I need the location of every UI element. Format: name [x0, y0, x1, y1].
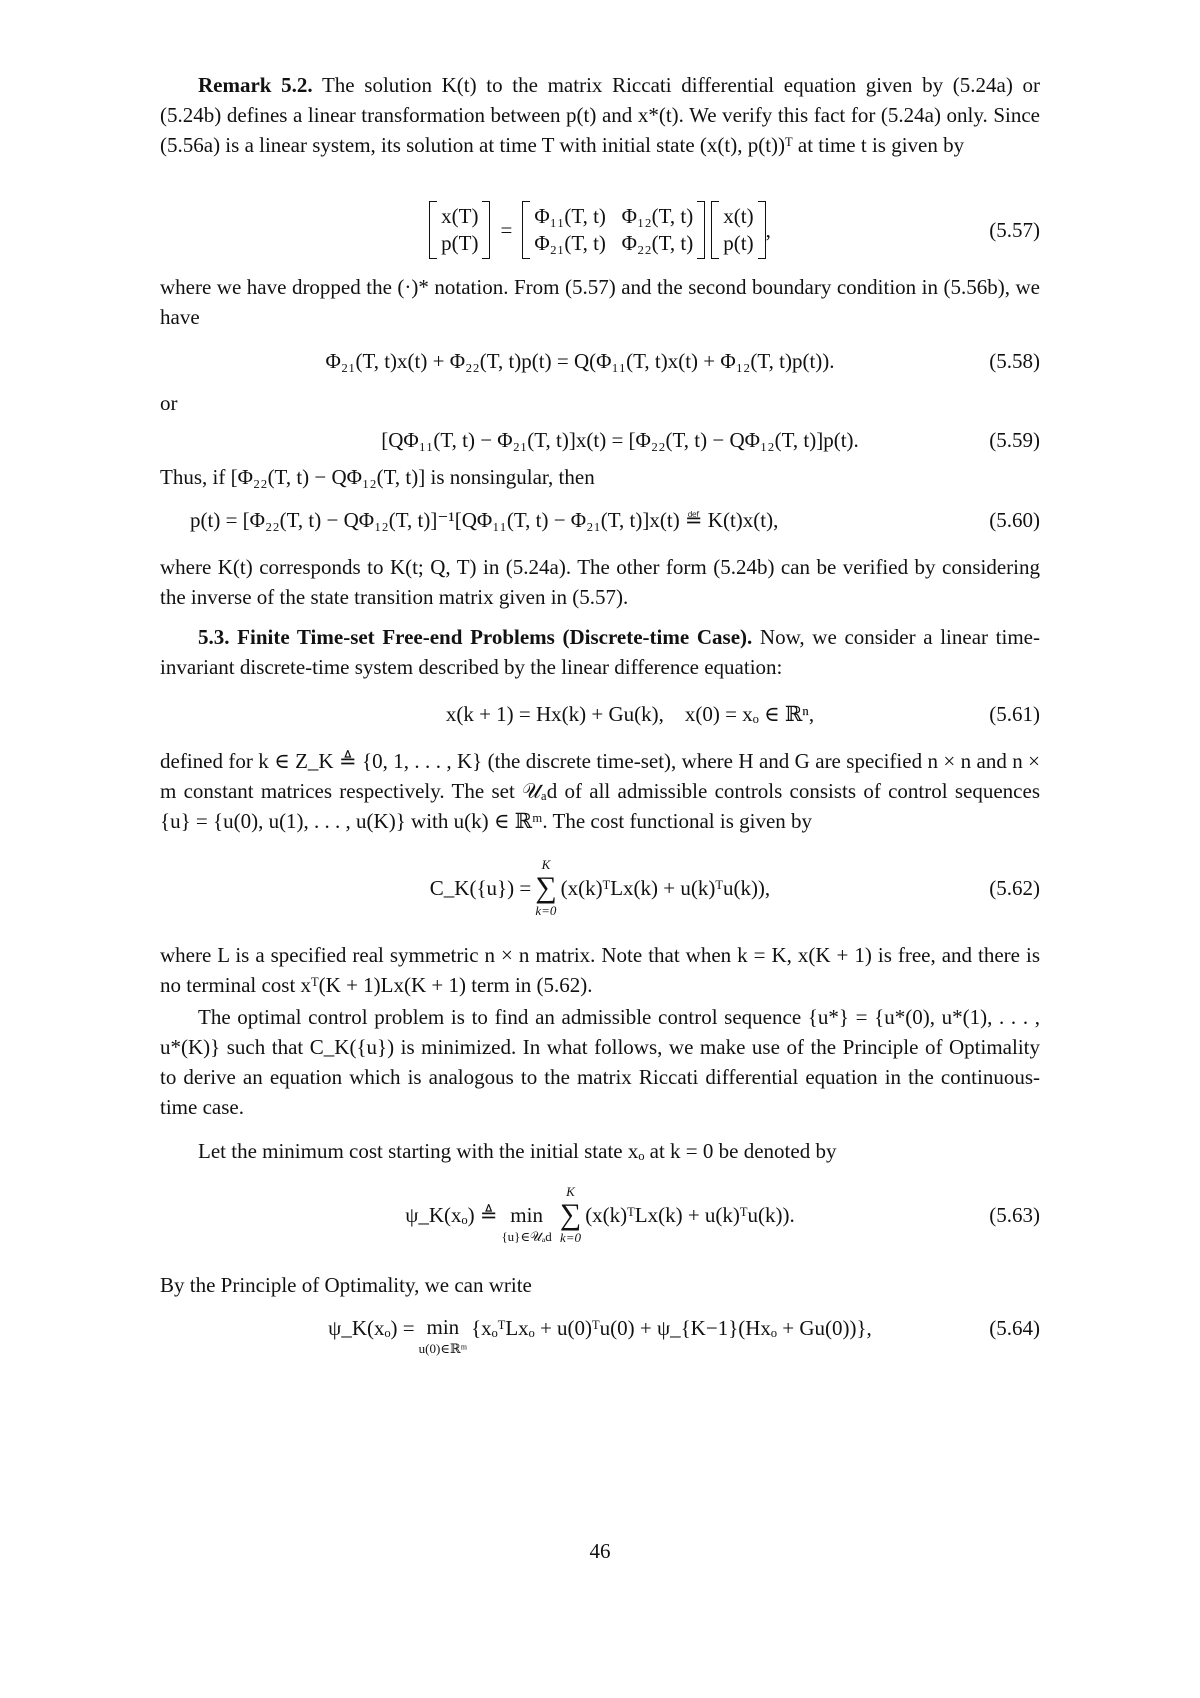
summation — [535, 858, 556, 918]
equation-number: (5.62) — [989, 876, 1040, 900]
x-t-entry: x(t) — [723, 204, 754, 228]
equation-body: x(k + 1) = Hx(k) + Gu(k), x(0) = xₒ ∈ ℝⁿ, — [445, 702, 815, 726]
equation-number: (5.64) — [989, 1316, 1040, 1340]
sum-lower-limit: k=0 — [535, 903, 557, 918]
x-T-entry: x(T) — [441, 204, 479, 228]
equation-rhs: (x(k)ᵀLx(k) + u(k)ᵀu(k)). — [585, 1203, 795, 1227]
paragraph: where K(t) corresponds to K(t; Q, T) in (5.24a). The other form (5.24b) can be verified by considering the inverse of the state transition matrix given in (5.57). — [160, 555, 1040, 609]
paragraph: defined for k ∈ Z_K ≜ {0, 1, . . . , K} (the discrete time-set), where H and G are specified n × n and n × m constant matrices respectively. The set 𝒰ₐd of all admissible controls consists of control sequences {u} = {u(0), u(1), . . . , u(K)} with u(k) ∈ ℝᵐ. The cost functional is given by — [160, 749, 1040, 833]
min-word: min — [510, 1203, 543, 1227]
equation-5-59 — [160, 418, 1040, 462]
equation-5-57: x(T) p(T) = Φ₁₁(T, t) Φ₁₂(T, t) Φ₂₁(T, t) Φ₂₂(T, t) x(t) p(t) , (5.57) — [160, 194, 1040, 266]
min-subscript: {u}∈𝒰ₐd — [501, 1229, 552, 1244]
sigma-symbol: ∑ — [559, 1198, 582, 1231]
page-number: 46 — [589, 1539, 611, 1563]
state-vector-T — [429, 201, 490, 259]
equation-rhs: (x(k)ᵀLx(k) + u(k)ᵀu(k)), — [560, 876, 771, 900]
paragraph: By the Principle of Optimality, we can write — [160, 1273, 532, 1297]
section-text: Now, we consider a linear time-invariant discrete-time system described by the linear difference equation: — [160, 625, 1040, 679]
phi12-entry: Φ₁₂(T, t) — [621, 204, 694, 228]
equation-lhs: ψ_K(xₒ) ≜ — [405, 1203, 498, 1227]
min-word: min — [426, 1315, 460, 1339]
min-operator — [419, 1312, 467, 1356]
phi11-entry: Φ₁₁(T, t) — [534, 204, 606, 228]
equation-5-63 — [160, 1166, 1040, 1264]
paragraph: or — [160, 391, 178, 415]
equation-number: (5.59) — [989, 428, 1040, 452]
p-t-entry: p(t) — [723, 231, 754, 255]
paragraph: The optimal control problem is to find an admissible control sequence {u*} = {u*(0), u*(1), . . . , u*(K)} such that C_K({u}) is minimized. In what follows, we make use of the Principle of Optimality to derive an equation which is analogous to the matrix Riccati differential equation in the continuous-time case. — [160, 1005, 1040, 1119]
remark-text: The solution K(t) to the matrix Riccati differential equation given by (5.24a) or (5.24b) defines a linear transformation between p(t) and x*(t). We verify this fact for (5.24a) only. Since (5.56a) is a linear system, its solution at time T with initial state (x(t), p(t))ᵀ at time t is given by — [160, 73, 1040, 157]
equation-rhs: {xₒᵀLxₒ + u(0)ᵀu(0) + ψ_{K−1}(Hxₒ + Gu(0))}, — [471, 1316, 872, 1340]
paragraph: where L is a specified real symmetric n × n matrix. Note that when k = K, x(K + 1) is free, and there is no terminal cost xᵀ(K + 1)Lx(K + 1) term in (5.62). — [160, 943, 1040, 997]
transition-matrix — [522, 201, 705, 259]
sum-upper-limit: K — [566, 1184, 575, 1199]
equation-5-64 — [160, 1300, 1040, 1356]
min-operator — [501, 1200, 551, 1244]
equation-number: (5.61) — [989, 702, 1040, 726]
page-content — [160, 70, 1040, 1563]
remark-label: Remark 5.2. — [198, 73, 313, 97]
sum-lower-limit: k=0 — [559, 1230, 582, 1245]
summation — [560, 1185, 581, 1245]
equation-lhs: C_K({u}) = — [429, 876, 532, 900]
p-T-entry: p(T) — [441, 231, 479, 255]
phi22-entry: Φ₂₂(T, t) — [621, 231, 694, 255]
equation-number: (5.57) — [989, 218, 1040, 242]
equation-body: Φ₂₁(T, t)x(t) + Φ₂₂(T, t)p(t) = Q(Φ₁₁(T, t)x(t) + Φ₁₂(T, t)p(t)). — [325, 349, 835, 373]
equation-number: (5.63) — [989, 1203, 1040, 1227]
equation-5-62 — [160, 836, 1040, 940]
paragraph: Let the minimum cost starting with the initial state xₒ at k = 0 be denoted by — [198, 1139, 837, 1163]
section-paragraph — [160, 622, 1040, 682]
equation-number: (5.60) — [989, 508, 1040, 532]
min-subscript: u(0)∈ℝᵐ — [418, 1341, 468, 1356]
equation-body: [QΦ₁₁(T, t) − Φ₂₁(T, t)]x(t) = [Φ₂₂(T, t) − QΦ₁₂(T, t)]p(t). — [381, 428, 859, 452]
equation-number: (5.58) — [989, 349, 1040, 373]
sigma-symbol: ∑ — [535, 871, 557, 904]
equation-5-60 — [160, 492, 1040, 548]
paragraph: where we have dropped the (·)* notation. From (5.57) and the second boundary condition in (5.56b), we have — [160, 275, 1040, 329]
phi21-entry: Φ₂₁(T, t) — [534, 231, 606, 255]
state-vector-t — [711, 201, 765, 259]
equation-lhs: ψ_K(xₒ) = — [328, 1316, 415, 1340]
remark-paragraph — [160, 70, 1040, 190]
sum-upper-limit: K — [541, 857, 551, 872]
section-title: 5.3. Finite Time-set Free-end Problems (Discrete-time Case). — [198, 625, 753, 649]
paragraph: Thus, if [Φ₂₂(T, t) − QΦ₁₂(T, t)] is nonsingular, then — [160, 465, 595, 489]
equation-5-58 — [160, 334, 1040, 388]
equation-5-61 — [160, 682, 1040, 746]
equation-body: p(t) = [Φ₂₂(T, t) − QΦ₁₂(T, t)]⁻¹[QΦ₁₁(T, t) − Φ₂₁(T, t)]x(t) ≝ K(t)x(t), — [190, 508, 779, 532]
